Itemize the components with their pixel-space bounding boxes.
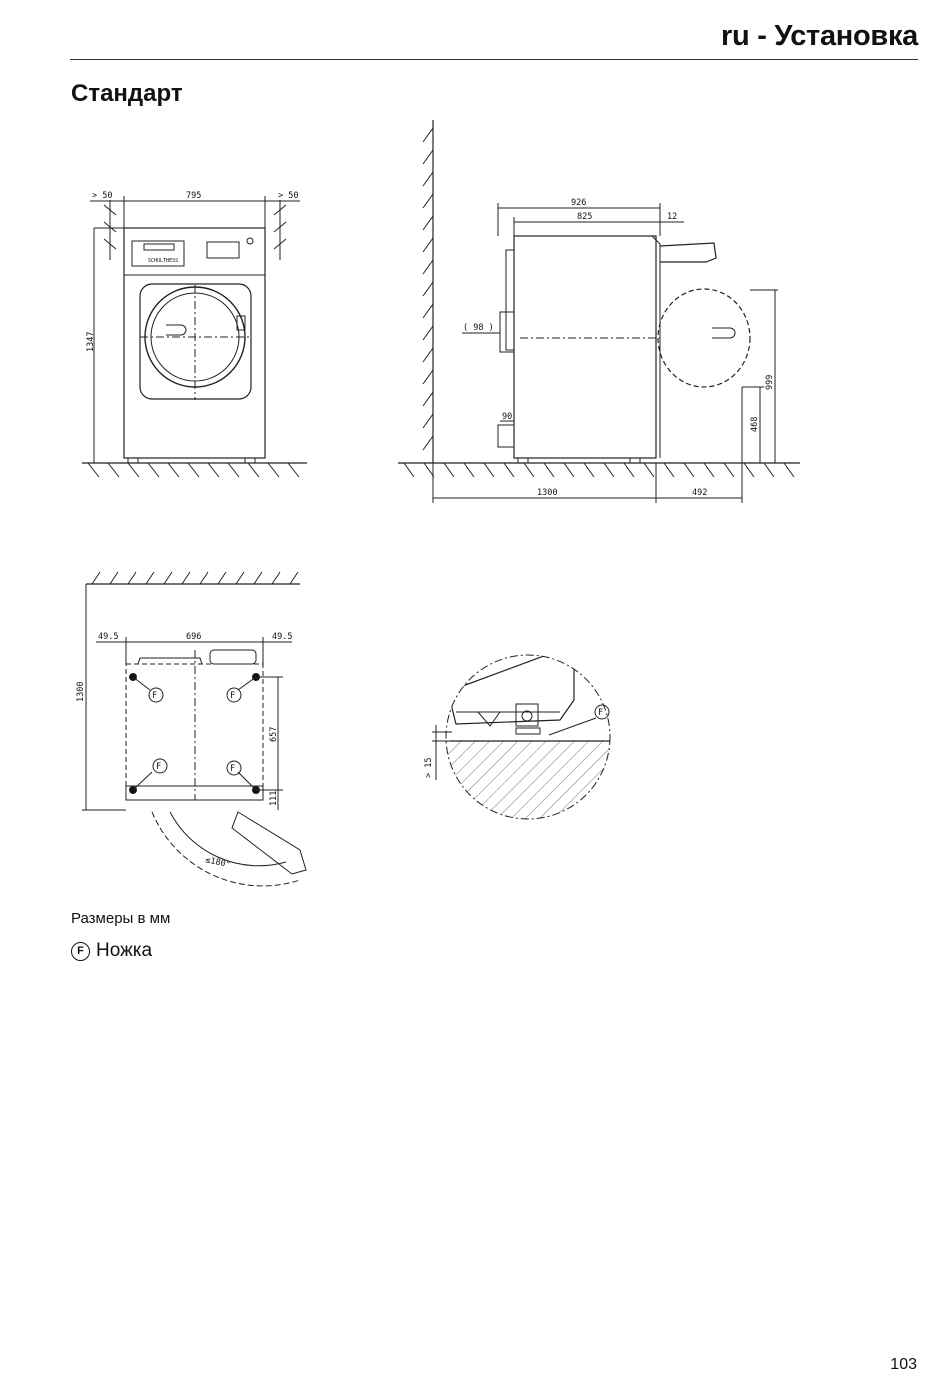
detail-bracket (478, 712, 500, 726)
detail-machine-base (450, 650, 574, 724)
top-door-swing-inner (170, 812, 286, 866)
side-wall-hatch (423, 128, 433, 450)
front-display-screen (144, 244, 174, 250)
detail-foot-housing (516, 704, 538, 726)
top-dim-left: 49.5 (98, 632, 119, 642)
top-door-swing (152, 812, 300, 886)
detail-foot-pad (516, 728, 540, 734)
front-dim-left-clearance: > 50 (92, 191, 113, 201)
side-foot-front (630, 458, 640, 463)
side-dim-door-height: 999 (765, 374, 775, 390)
side-dim-total-depth: 926 (571, 198, 587, 208)
front-foot-right (245, 458, 255, 463)
top-dim-right: 49.5 (272, 632, 293, 642)
legend (71, 940, 152, 962)
front-brand-text: SCHULTHESS (148, 258, 179, 264)
top-foot-label-4: F (230, 764, 236, 774)
side-open-door (658, 289, 750, 387)
side-dim-wall-distance: 1300 (537, 488, 558, 498)
side-top-panel (660, 243, 716, 262)
side-machine-body (514, 236, 656, 458)
front-door-handle (166, 325, 186, 335)
side-rear-drain (498, 425, 514, 447)
header-title: ru - Установка (721, 20, 918, 52)
side-floor-hatch (404, 463, 794, 477)
detail-foot-label: F (598, 708, 604, 718)
side-dim-bottom: 90 (502, 412, 513, 422)
top-dim-depth: 1300 (76, 681, 86, 702)
top-foot-label-3: F (156, 762, 162, 772)
top-dim-angle: ≤180° (204, 855, 232, 871)
side-rear-components (506, 250, 514, 350)
front-dim-height: 1347 (86, 331, 96, 352)
side-view (398, 120, 800, 503)
front-floor-hatch (88, 463, 299, 477)
front-dim-right-clearance: > 50 (278, 191, 299, 201)
side-front-edge (514, 236, 660, 458)
side-dim-depth: 825 (577, 212, 593, 222)
front-control-panel (207, 242, 239, 258)
top-foot-label-1: F (152, 691, 158, 701)
legend-symbol: F (71, 942, 90, 961)
page-number: 103 (890, 1356, 917, 1373)
legend-label: Ножка (96, 940, 153, 961)
side-dim-door: 12 (667, 212, 678, 222)
side-dim-door-lower: 468 (750, 416, 760, 432)
top-foot-label-2: F (230, 691, 236, 701)
top-connector (210, 650, 256, 664)
side-foot-rear (518, 458, 528, 463)
top-rear-components (138, 658, 202, 664)
side-dim-door-open: 492 (692, 488, 708, 498)
top-dim-feet-spacing: 657 (269, 726, 279, 742)
front-side-walls (104, 200, 286, 260)
front-power-button (247, 238, 253, 244)
detail-view (430, 650, 630, 841)
top-wall-hatch (92, 572, 298, 584)
front-foot-left (128, 458, 138, 463)
side-rear-connector (500, 312, 514, 352)
detail-dim-gap: > 15 (424, 757, 434, 778)
top-dim-width: 696 (186, 632, 202, 642)
section-title: Стандарт (71, 80, 183, 107)
front-view (82, 196, 307, 477)
front-dim-width: 795 (186, 191, 202, 201)
side-dim-rear: ( 98 ) (463, 323, 494, 333)
top-dim-front: 111 (269, 790, 279, 806)
dimensions-caption: Размеры в мм (71, 910, 171, 927)
side-door-handle (712, 328, 735, 338)
